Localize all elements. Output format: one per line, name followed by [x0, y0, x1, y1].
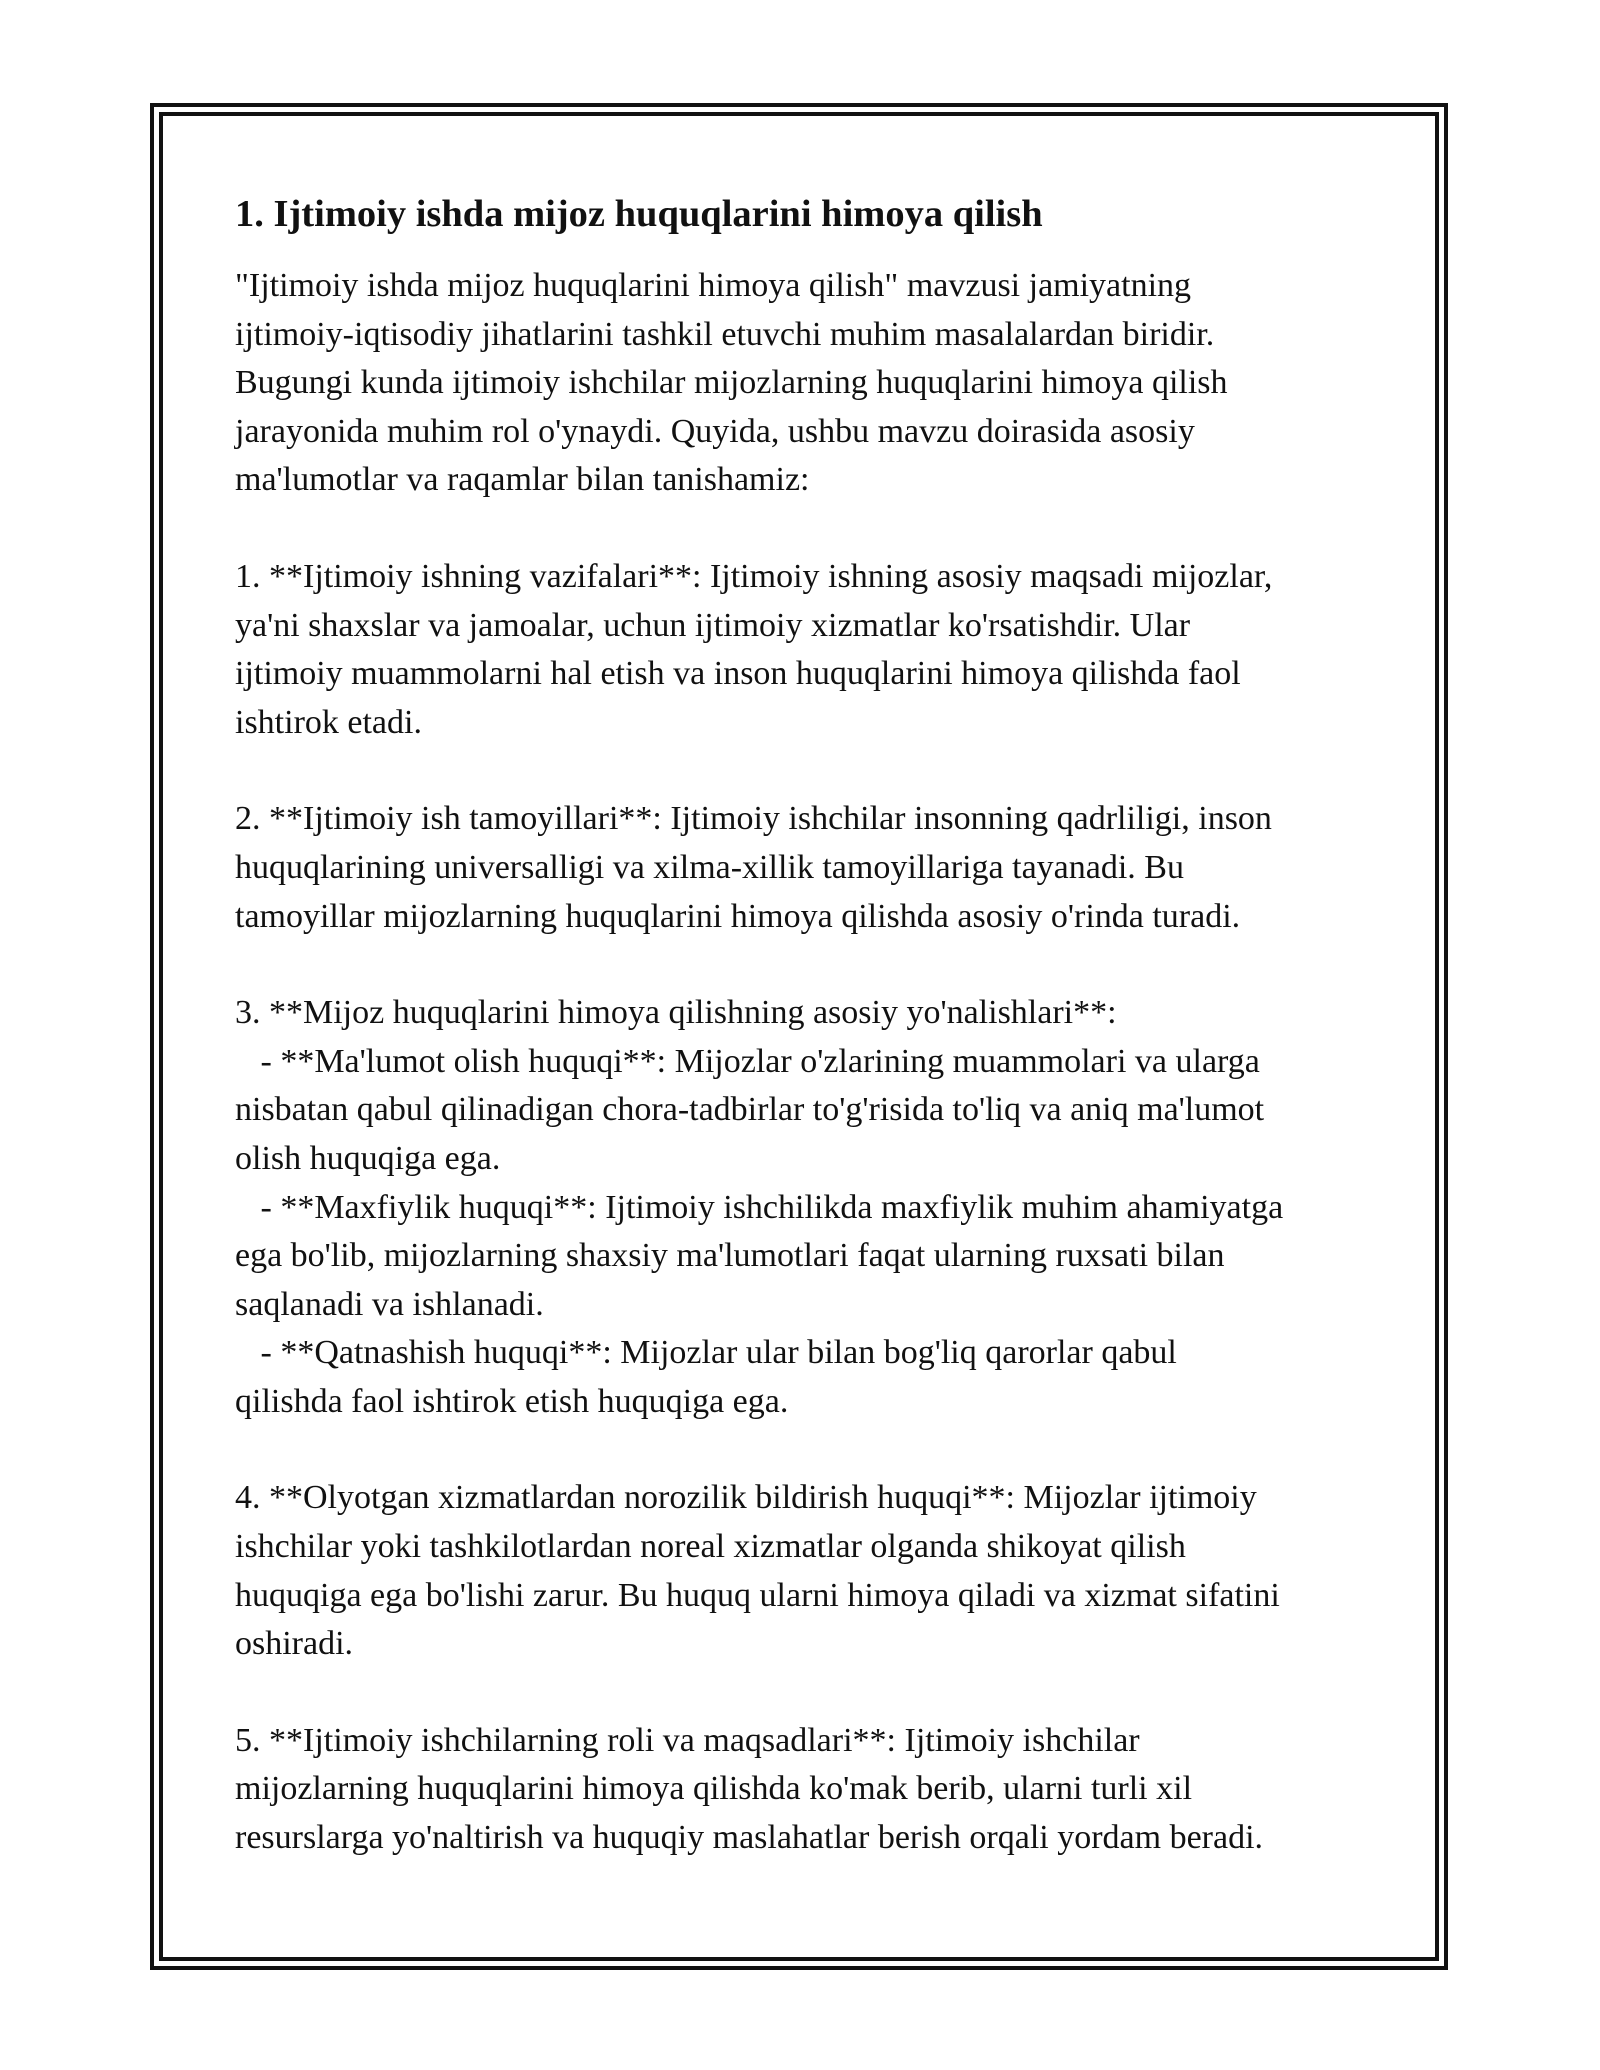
document-body — [235, 187, 1385, 1911]
list-item-3: 3. **Mijoz huquqlarini himoya qilishning asosiy yo'nalishlari**: - **Ma'lumot olish huquqi**: Mijozlar o'zlarining muammolari va ularga nisbatan qabul qilinadigan chora-tadbirlar to'g'risida to'liq va aniq ma'lumot olish huquqiga ega. - **Maxfiylik huquqi**: Ijtimoiy ishchilikda maxfiylik muhim ahamiyatga ega bo'lib, mijozlarning shaxsiy ma'lumotlari faqat ularning ruxsati bilan saqlanadi va ishlanadi. - **Qatnashish huquqi**: Mijozlar ular bilan bog'liq qarorlar qabul qilishda faol ishtirok etish huquqiga ega. — [235, 994, 1284, 1420]
section-heading: 1. Ijtimoiy ishda mijoz huquqlarini himoya qilish — [235, 193, 1043, 235]
list-item-2: 2. **Ijtimoiy ish tamoyillari**: Ijtimoiy ishchilar insonning qadrliligi, inson huquqlarining universalligi va xilma-xillik tamoyillariga tayanadi. Bu tamoyillar mijozlarning huquqlarini himoya qilishda asosiy o'rinda turadi. — [235, 800, 1272, 935]
list-item-1: 1. **Ijtimoiy ishning vazifalari**: Ijtimoiy ishning asosiy maqsadi mijozlar, ya'ni shaxslar va jamoalar, uchun ijtimoiy xizmatlar ko'rsatishdir. Ular ijtimoiy muammolarni hal etish va inson huquqlarini himoya qilishda faol ishtirok etadi. — [235, 557, 1273, 741]
list-item-5: 5. **Ijtimoiy ishchilarning roli va maqsadlari**: Ijtimoiy ishchilar mijozlarning huquqlarini himoya qilishda ko'mak berib, ularni turli xil resurslarga yo'naltirish va huquqiy maslahatlar berish orqali yordam beradi. — [235, 1721, 1264, 1857]
intro-paragraph: "Ijtimoiy ishda mijoz huquqlarini himoya qilish" mavzusi jamiyatning ijtimoiy-iqtisodiy jihatlarini tashkil etuvchi muhim masalalardan biridir. Bugungi kunda ijtimoiy ishchilar mijozlarning huquqlarini himoya qilish jarayonida muhim rol o'ynaydi. Quyida, ushbu mavzu doirasida asosiy ma'lumotlar va raqamlar bilan tanishamiz: — [235, 267, 1228, 499]
list-item-4: 4. **Olyotgan xizmatlardan norozilik bildirish huquqi**: Mijozlar ijtimoiy ishchilar yoki tashkilotlardan noreal xizmatlar olganda shikoyat qilish huquqiga ega bo'lishi zarur. Bu huquq ularni himoya qiladi va xizmat sifatini oshiradi. — [235, 1479, 1280, 1663]
